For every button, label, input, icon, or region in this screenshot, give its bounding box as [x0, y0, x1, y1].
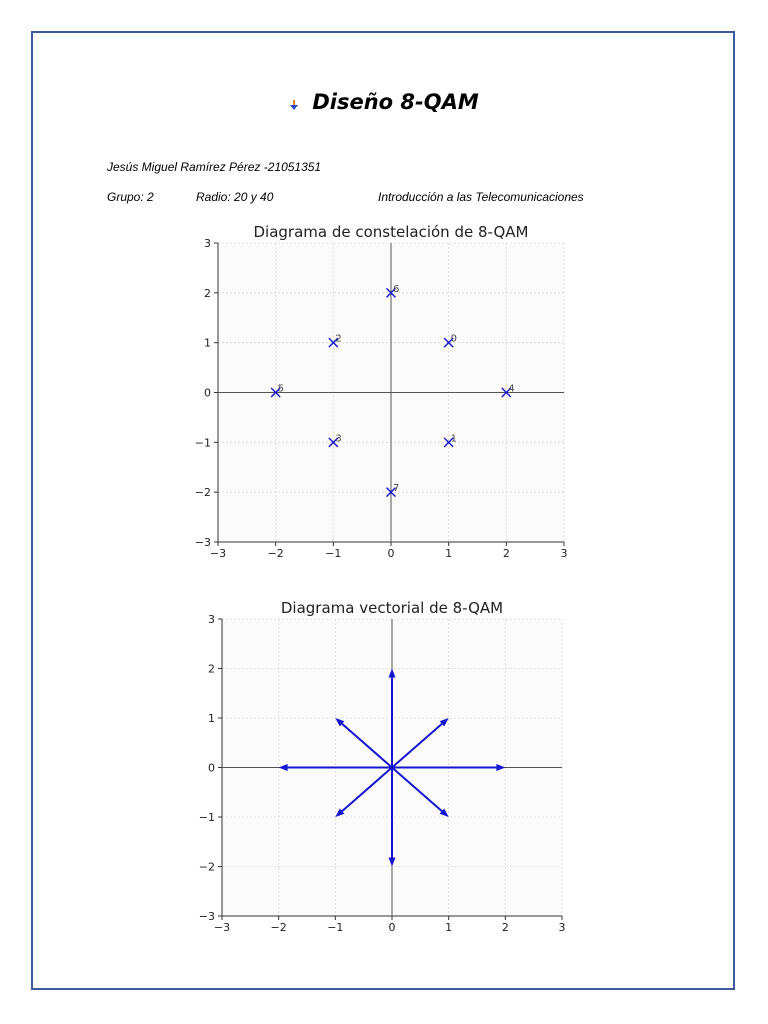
data-point-label: 4	[508, 383, 515, 395]
chart-title: Diagrama de constelación de 8-QAM	[253, 223, 529, 241]
constellation-chart	[190, 220, 580, 565]
y-tick-label: 2	[204, 286, 211, 300]
author-line: Jesús Miguel Ramírez Pérez -21051351	[107, 160, 322, 174]
x-tick-label: 2	[501, 921, 509, 934]
x-tick-label: 1	[445, 921, 453, 934]
x-tick-label: −1	[327, 921, 344, 934]
radio-text: Radio: 20 y 40	[196, 190, 274, 204]
data-point-label: 2	[335, 333, 342, 345]
y-tick-label: 0	[208, 761, 215, 775]
data-point-label: 3	[335, 433, 342, 445]
data-point-label: 6	[393, 283, 400, 295]
group-text: Grupo: 2	[107, 190, 154, 204]
x-tick-label: 3	[558, 921, 566, 934]
x-tick-label: 2	[502, 547, 510, 560]
x-tick-label: 3	[560, 547, 568, 560]
x-tick-label: −3	[209, 547, 227, 560]
data-point-label: 0	[450, 333, 458, 345]
course-text: Introducción a las Telecomunicaciones	[378, 190, 584, 204]
x-tick-label: −1	[325, 547, 342, 560]
y-tick-label: −1	[194, 436, 211, 450]
chart-title: Diagrama vectorial de 8-QAM	[280, 599, 504, 617]
y-tick-label: −2	[194, 486, 211, 500]
y-tick-label: 2	[208, 662, 215, 676]
x-tick-label: −2	[267, 547, 284, 560]
page-title: Diseño 8-QAM	[312, 90, 479, 114]
x-tick-label: 0	[387, 547, 395, 560]
x-tick-label: −3	[213, 921, 231, 934]
data-point-label: 1	[450, 433, 458, 445]
title-row	[0, 90, 768, 114]
x-tick-label: 0	[388, 921, 396, 934]
y-tick-label: −3	[198, 910, 215, 923]
y-tick-label: −2	[198, 860, 215, 874]
y-tick-label: 0	[204, 386, 211, 400]
y-tick-label: 1	[208, 712, 215, 725]
y-tick-label: 3	[204, 237, 211, 250]
x-tick-label: −2	[270, 921, 287, 934]
vector-chart	[190, 595, 580, 940]
data-point-label: 7	[393, 483, 400, 495]
y-tick-label: 3	[208, 613, 215, 626]
data-point-label: 5	[277, 383, 285, 395]
y-tick-label: 1	[204, 336, 211, 350]
bullet-icon	[289, 100, 299, 110]
x-tick-label: 1	[445, 547, 453, 560]
y-tick-label: −1	[198, 811, 215, 824]
y-tick-label: −3	[194, 536, 211, 549]
